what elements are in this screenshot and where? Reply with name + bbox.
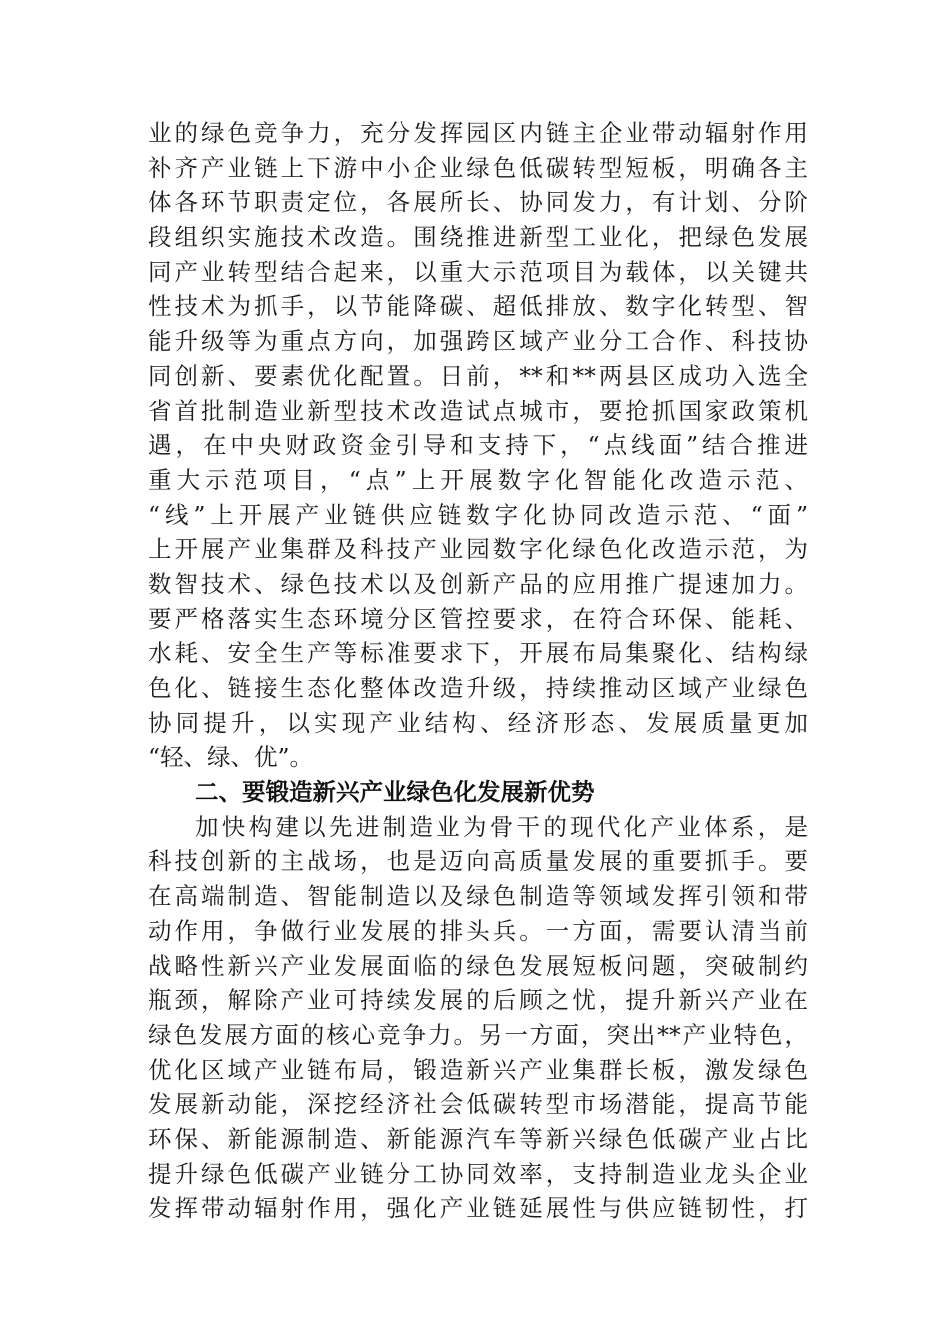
text-line: 性技术为抓手，以节能降碳、超低排放、数字化转型、智: [148, 292, 808, 321]
text-line: 补齐产业链上下游中小企业绿色低碳转型短板，明确各主: [148, 153, 808, 182]
text-line: 发挥带动辐射作用，强化产业链延展性与供应链韧性，打: [148, 1194, 808, 1223]
document-page: [148, 116, 808, 1226]
text-line: 科技创新的主战场，也是迈向高质量发展的重要抓手。要: [148, 847, 808, 876]
text-line: 协同提升，以实现产业结构、经济形态、发展质量更加: [148, 708, 808, 737]
text-line: 上开展产业集群及科技产业园数字化绿色化改造示范，为: [148, 535, 808, 564]
text-line: 体各环节职责定位，各展所长、协同发力，有计划、分阶: [148, 188, 808, 217]
text-line: 同创新、要素优化配置。日前，**和**两县区成功入选全: [148, 361, 808, 390]
text-line: 绿色发展方面的核心竞争力。另一方面，突出**产业特色，: [148, 1020, 808, 1049]
text-line: 要严格落实生态环境分区管控要求，在符合环保、能耗、: [148, 604, 808, 633]
paragraph-2: [148, 810, 808, 1226]
text-line: “线”上开展产业链供应链数字化协同改造示范、“面”: [148, 500, 808, 529]
text-line: 重大示范项目，“点”上开展数字化智能化改造示范、: [148, 465, 808, 494]
text-line: 环保、新能源制造、新能源汽车等新兴绿色低碳产业占比: [148, 1124, 808, 1153]
text-line: 色化、链接生态化整体改造升级，持续推动区域产业绿色: [148, 674, 808, 702]
text-line: 段组织实施技术改造。围绕推进新型工业化，把绿色发展: [148, 223, 808, 252]
text-line: 动作用，争做行业发展的排头兵。一方面，需要认清当前: [148, 916, 808, 945]
text-line: 能升级等为重点方向，加强跨区域产业分工合作、科技协: [148, 327, 808, 356]
section-heading: 二、要锻造新兴产业绿色化发展新优势: [195, 778, 595, 807]
text-line: 省首批制造业新型技术改造试点城市，要抢抓国家政策机: [148, 396, 808, 425]
text-line: 同产业转型结合起来，以重大示范项目为载体，以关键共: [148, 257, 808, 286]
text-line: “轻、绿、优”。: [148, 743, 314, 772]
text-line: 瓶颈，解除产业可持续发展的后顾之忧，提升新兴产业在: [148, 986, 808, 1015]
paragraph-1: [148, 116, 808, 775]
text-line: 数智技术、绿色技术以及创新产品的应用推广提速加力。: [148, 569, 808, 598]
text-line: 提升绿色低碳产业链分工协同效率，支持制造业龙头企业: [148, 1159, 808, 1188]
text-line: 业的绿色竞争力，充分发挥园区内链主企业带动辐射作用: [148, 119, 808, 147]
text-line: 在高端制造、智能制造以及绿色制造等领域发挥引领和带: [148, 882, 808, 911]
text-line: 战略性新兴产业发展面临的绿色发展短板问题，突破制约: [148, 951, 808, 980]
text-line: 发展新动能，深挖经济社会低碳转型市场潜能，提高节能: [148, 1090, 808, 1119]
text-line: 遇，在中央财政资金引导和支持下，“点线面”结合推进: [148, 431, 808, 460]
text-line: 优化区域产业链布局，锻造新兴产业集群长板，激发绿色: [148, 1055, 808, 1084]
text-line: 水耗、安全生产等标准要求下，开展布局集聚化、结构绿: [148, 639, 808, 668]
text-line: 加快构建以先进制造业为骨干的现代化产业体系，是: [195, 812, 808, 841]
